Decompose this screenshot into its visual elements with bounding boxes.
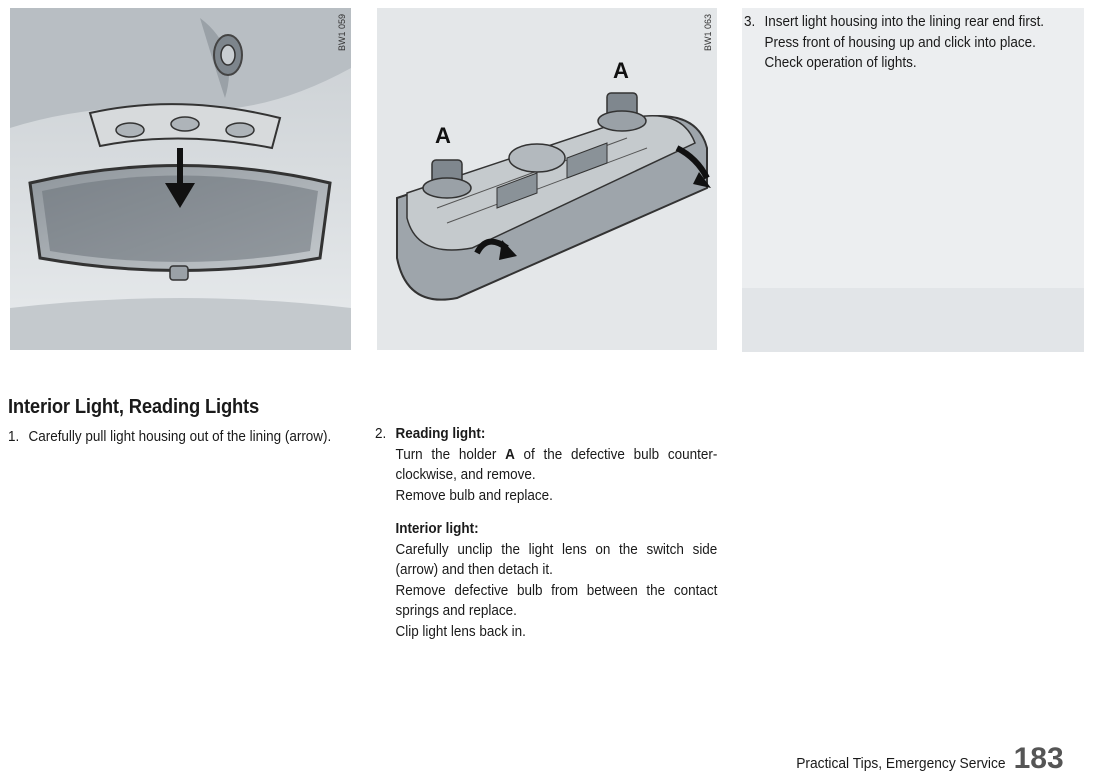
step-number: 1. <box>8 429 20 445</box>
figure-code: BW1 063 <box>703 14 713 52</box>
step-3 <box>744 12 1064 74</box>
page-footer <box>778 742 1064 776</box>
step-number: 3. <box>744 14 756 30</box>
check-operation: Check operation of lights. <box>764 55 917 71</box>
interior-light-heading: Interior light: <box>395 521 479 537</box>
reading-light-heading: Reading light: <box>395 426 486 442</box>
column-middle <box>375 424 719 642</box>
column-left <box>8 396 354 448</box>
figure-code: BW1 059 <box>337 14 347 52</box>
holder-label-a-left: A <box>435 123 451 148</box>
light-housing-illustration <box>377 8 717 350</box>
column-right <box>744 12 1088 74</box>
step-number: 2. <box>375 426 387 442</box>
press-housing: Press front of housing up and click into place. <box>764 34 1036 51</box>
step-2 <box>375 424 717 642</box>
interior-light-remove-bulb: Remove defective bulb from between the contact springs and replace. <box>395 582 718 619</box>
holder-label-a-right: A <box>613 58 629 83</box>
figure-interior-light-removal <box>10 8 351 350</box>
interior-light-clip-back: Clip light lens back in. <box>395 623 526 640</box>
reading-light-instruction: Turn the holder A of the defective bulb counter-clockwise, and remove. <box>395 446 718 483</box>
insert-housing: Insert light housing into the lining rear end first. <box>764 14 1045 30</box>
section-title: Interior Light, Reading Lights <box>8 396 260 418</box>
interior-light-illustration <box>10 8 351 350</box>
footer-section-name: Practical Tips, Emergency Service <box>796 755 1006 772</box>
step-1 <box>8 427 352 448</box>
step-text: Carefully pull light housing out of the lining (arrow). <box>28 429 332 445</box>
figure-reading-light-holders <box>377 8 717 350</box>
reading-light-replace: Remove bulb and replace. <box>395 487 553 504</box>
interior-light-unclip: Carefully unclip the light lens on the switch side (arrow) and then detach it. <box>395 541 718 578</box>
page-number: 183 <box>1013 742 1064 775</box>
